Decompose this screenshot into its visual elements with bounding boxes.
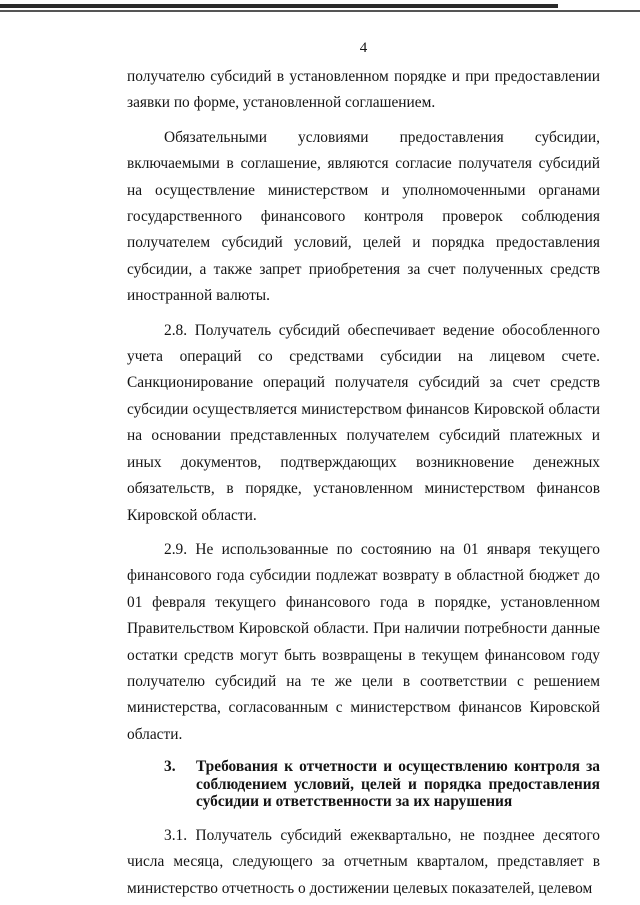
section-title: Требования к отчетности и осуществлению контроля за соблюдением условий, целей и порядка предоставления субсидии и ответственности за их нарушения <box>196 758 600 811</box>
page-number: 4 <box>359 40 368 56</box>
paragraph-2-9: 2.9. Не использованные по состоянию на 01 января текущего финансового года субсидии подлежат возврату в областной бюджет до 01 февраля текущего финансового года в порядке, установленном Правительством Кировской области. При наличии потребности данные остатки средств могут быть возвращены в текущем финансовом году получателю субсидий на те же цели в соответствии с решением министерства, согласованным с министерством финансов Кировской области. <box>127 540 600 743</box>
paragraph-gap <box>127 310 600 318</box>
scan-artifact-top <box>0 4 558 8</box>
section-number: 3. <box>164 758 176 776</box>
document-page <box>127 38 600 902</box>
paragraph-continuation: получателю субсидий в установленном порядке и при предоставлении заявки по форме, установленной соглашением. <box>127 68 600 112</box>
paragraph-obligatory-conditions: Обязательными условиями предоставления субсидии, включаемыми в соглашение, являются согласие получателя субсидий на осуществление министерством и уполномоченными органами государственного финансового контроля проверок соблюдения получателем субсидий условий, целей и порядка предоставления субсидии, а также запрет приобретения за счет полученных средств иностранной валюты. <box>127 128 600 305</box>
scan-artifact-line <box>0 10 640 12</box>
paragraph-gap <box>127 529 600 537</box>
paragraph-3-1: 3.1. Получатель субсидий ежеквартально, не позднее десятого числа месяца, следующего за отчетным кварталом, представляет в министерство отчетность о достижении целевых показателей, целевом <box>127 826 600 897</box>
paragraph-gap <box>127 117 600 125</box>
paragraph-2-8: 2.8. Получатель субсидий обеспечивает ведение обособленного учета операций со средствами субсидии на лицевом счете. Санкционирование операций получателя субсидий за счет средств субсидии осуществляется министерством финансов Кировской области на основании представленных получателем субсидий платежных и иных документов, подтверждающих возникновение денежных обязательств, в порядке, установленном министерством финансов Кировской области. <box>127 321 600 524</box>
section-heading <box>127 758 600 811</box>
